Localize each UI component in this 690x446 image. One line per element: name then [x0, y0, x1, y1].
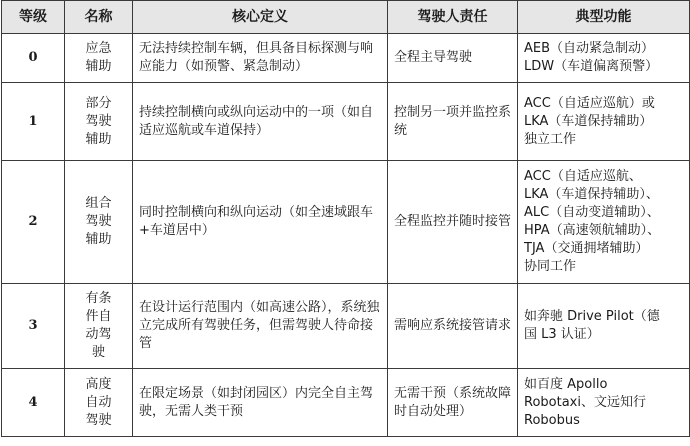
responsibility-cell: 无需干预（系统故障时自动处理）	[388, 369, 518, 437]
function-line: 国 L3 认证）	[524, 327, 600, 342]
name-cell	[65, 369, 133, 437]
function-line: Robobus	[524, 412, 580, 428]
name-text: 高度 自动 驾驶	[85, 376, 112, 428]
function-line: 协同工作	[524, 259, 577, 274]
definition-cell: 在限定场景（如封闭园区）内完全自主驾驶，无需人类干预	[133, 369, 388, 437]
function-line: 如百度 Apollo	[524, 376, 608, 392]
function-line: LKA（车道保持辅助）、	[524, 187, 659, 202]
header-row	[2, 1, 690, 34]
level-cell: 1	[2, 83, 65, 161]
header-level: 等级	[2, 1, 65, 34]
level-cell: 0	[2, 34, 65, 83]
function-line: Robotaxi、文远知行	[524, 394, 646, 410]
name-cell	[65, 83, 133, 161]
function-line: LDW（车道偏离预警）	[524, 59, 659, 74]
functions-cell	[518, 284, 690, 369]
functions-cell	[518, 83, 690, 161]
responsibility-cell: 全程主导驾驶	[388, 34, 518, 83]
definition-cell: 同时控制横向和纵向运动（如全速域跟车+车道居中）	[133, 161, 388, 284]
name-cell	[65, 34, 133, 83]
function-line: ALC（自动变道辅助）、	[524, 205, 660, 220]
name-text: 组合 驾驶 辅助	[85, 196, 112, 247]
definition-cell: 无法持续控制车辆，但具备目标探测与响应能力（如预警、紧急制动）	[133, 34, 388, 83]
functions-cell	[518, 161, 690, 284]
function-line: TJA（交通拥堵辅助）	[524, 241, 649, 256]
name-cell	[65, 161, 133, 284]
definition-cell: 持续控制横向或纵向运动中的一项（如自适应巡航或车道保持）	[133, 83, 388, 161]
definition-cell: 在设计运行范围内（如高速公路），系统独立完成所有驾驶任务，但需驾驶人待命接管	[133, 284, 388, 369]
level-cell: 4	[2, 369, 65, 437]
autonomy-levels-table	[1, 0, 690, 437]
function-line: 独立工作	[524, 131, 577, 147]
responsibility-cell: 全程监控并随时接管	[388, 161, 518, 284]
header-definition: 核心定义	[133, 1, 388, 34]
function-line: HPA（高速领航辅助）、	[524, 223, 661, 238]
name-text: 应急 辅助	[85, 41, 112, 74]
functions-cell	[518, 369, 690, 437]
function-line: ACC（自适应巡航、	[524, 169, 642, 184]
function-line: AEB（自动紧急制动）	[524, 41, 655, 56]
functions-cell	[518, 34, 690, 83]
name-text: 有条 件自 动驾 驶	[85, 291, 112, 360]
table-row	[2, 34, 690, 83]
table-row	[2, 161, 690, 284]
name-cell	[65, 284, 133, 369]
name-text: 部分 驾驶 辅助	[85, 95, 112, 147]
responsibility-cell: 需响应系统接管请求	[388, 284, 518, 369]
function-line: ACC（自适应巡航）或	[524, 95, 655, 111]
table-row	[2, 284, 690, 369]
header-functions: 典型功能	[518, 1, 690, 34]
function-line: 如奔驰 Drive Pilot（德	[524, 309, 660, 324]
table-row	[2, 369, 690, 437]
responsibility-cell: 控制另一项并监控系统	[388, 83, 518, 161]
function-line: LKA（车道保持辅助）	[524, 113, 653, 129]
header-responsibility: 驾驶人责任	[388, 1, 518, 34]
level-cell: 2	[2, 161, 65, 284]
header-name: 名称	[65, 1, 133, 34]
level-cell: 3	[2, 284, 65, 369]
table-row	[2, 83, 690, 161]
